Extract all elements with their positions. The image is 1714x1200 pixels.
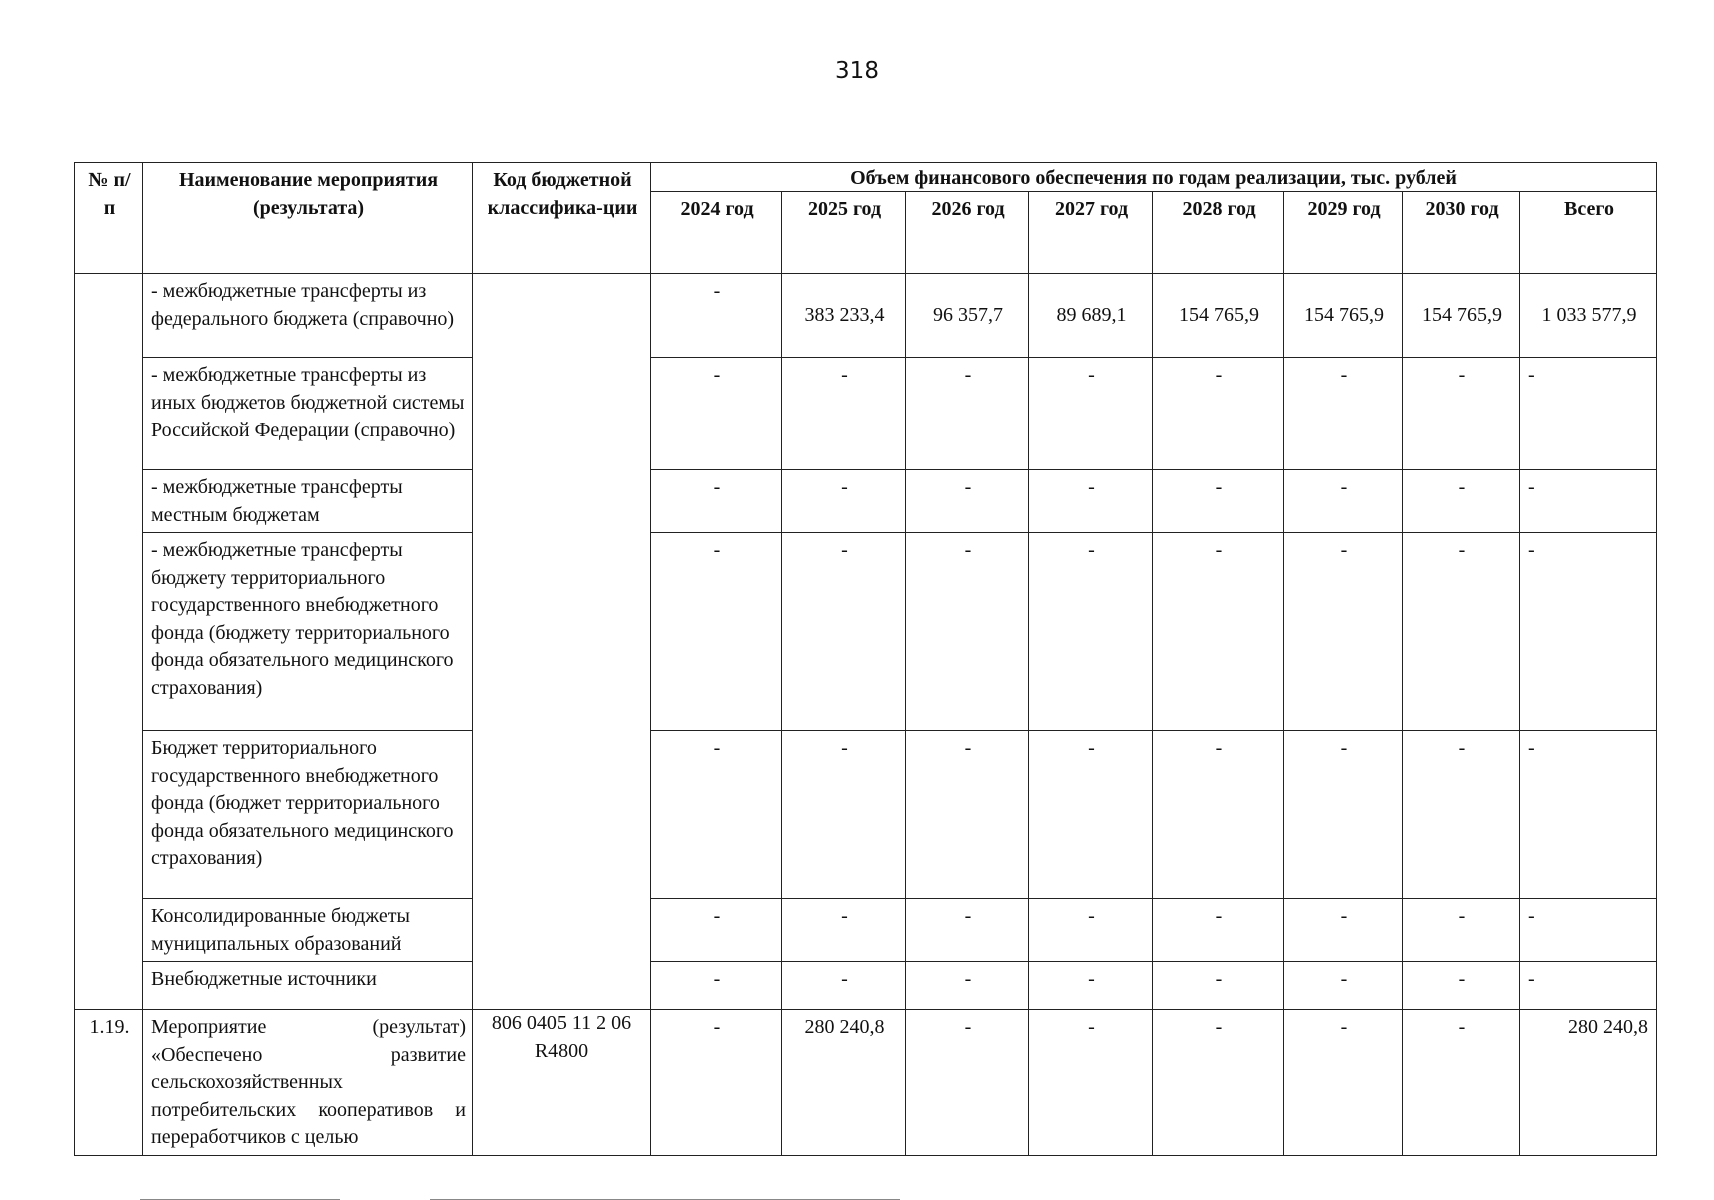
header-row-1 — [75, 163, 1657, 192]
row-name: - межбюджетные трансферты местным бюджетам — [143, 470, 473, 533]
row-name: - межбюджетные трансферты бюджету территориального государственного внебюджетного фонда (бюджету территориального фонда обязательного медицинского страхования) — [143, 533, 473, 731]
value-cell: - — [1153, 533, 1284, 731]
row-name: - межбюджетные трансферты из иных бюджетов бюджетной системы Российской Федерации (справочно) — [143, 358, 473, 470]
table-row — [75, 962, 1657, 1010]
value-cell: 96 357,7 — [906, 274, 1029, 358]
value-cell: - — [1284, 358, 1403, 470]
value-cell: - — [1029, 358, 1153, 470]
row-name: - межбюджетные трансферты из федерального бюджета (справочно) — [143, 274, 473, 358]
value-cell: 154 765,9 — [1403, 274, 1520, 358]
header-year: 2027 год — [1029, 192, 1153, 274]
table-row — [75, 470, 1657, 533]
value-cell: - — [1284, 962, 1403, 1010]
value-cell: - — [906, 962, 1029, 1010]
value-cell: - — [782, 731, 906, 899]
value-cell: - — [651, 731, 782, 899]
value-cell: - — [1029, 1010, 1153, 1156]
value-cell: - — [1403, 899, 1520, 962]
value-cell: - — [651, 358, 782, 470]
row-name: Внебюджетные источники — [143, 962, 473, 1010]
value-cell: - — [1403, 731, 1520, 899]
table-row — [75, 899, 1657, 962]
header-year: 2025 год — [782, 192, 906, 274]
value-cell: - — [1029, 533, 1153, 731]
value-cell-total: - — [1520, 962, 1657, 1010]
value-cell: 89 689,1 — [1029, 274, 1153, 358]
table-row — [75, 533, 1657, 731]
value-cell-total: 280 240,8 — [1520, 1010, 1657, 1156]
value-cell: - — [651, 962, 782, 1010]
header-funding-title: Объем финансового обеспечения по годам реализации, тыс. рублей — [651, 163, 1657, 192]
row-name: Бюджет территориального государственного внебюджетного фонда (бюджет территориального фонда обязательного медицинского страхования) — [143, 731, 473, 899]
row-name: Консолидированные бюджеты муниципальных образований — [143, 899, 473, 962]
table-row-measure — [75, 1010, 1657, 1156]
value-cell: - — [906, 533, 1029, 731]
value-cell: - — [1153, 962, 1284, 1010]
header-num: № п/п — [75, 163, 143, 274]
value-cell: - — [1029, 962, 1153, 1010]
table-row — [75, 358, 1657, 470]
value-cell-total: - — [1520, 533, 1657, 731]
value-cell: - — [651, 899, 782, 962]
row-num-cell — [75, 274, 143, 1010]
value-cell: - — [1284, 1010, 1403, 1156]
table-row — [75, 274, 1657, 358]
value-cell: - — [782, 962, 906, 1010]
value-cell: - — [1029, 470, 1153, 533]
value-cell: 154 765,9 — [1153, 274, 1284, 358]
value-cell: - — [1153, 358, 1284, 470]
value-cell: - — [782, 533, 906, 731]
header-year: 2028 год — [1153, 192, 1284, 274]
value-cell: - — [782, 899, 906, 962]
header-year: 2030 год — [1403, 192, 1520, 274]
header-name: Наименование мероприятия (результата) — [143, 163, 473, 274]
value-cell: 280 240,8 — [782, 1010, 906, 1156]
value-cell: - — [906, 899, 1029, 962]
value-cell: - — [782, 358, 906, 470]
measure-name: Мероприятие (результат) «Обеспечено развитие сельскохозяйственных потребительских кооперативов и переработчиков с целью — [143, 1010, 473, 1156]
value-cell: - — [1153, 899, 1284, 962]
value-cell: - — [1403, 533, 1520, 731]
value-cell: - — [1153, 470, 1284, 533]
value-cell: - — [1284, 470, 1403, 533]
budget-table — [74, 162, 1657, 1156]
value-cell-total: - — [1520, 899, 1657, 962]
value-cell: - — [1153, 731, 1284, 899]
value-cell: - — [651, 533, 782, 731]
measure-code: 806 0405 11 2 06 R4800 — [473, 1010, 651, 1156]
value-cell: - — [1284, 731, 1403, 899]
value-cell: - — [782, 470, 906, 533]
measure-num: 1.19. — [75, 1010, 143, 1156]
header-year: 2024 год — [651, 192, 782, 274]
header-year: 2029 год — [1284, 192, 1403, 274]
value-cell: - — [1403, 962, 1520, 1010]
page-number: 318 — [835, 58, 879, 84]
value-cell-total: 1 033 577,9 — [1520, 274, 1657, 358]
value-cell-total: - — [1520, 470, 1657, 533]
value-cell: - — [906, 1010, 1029, 1156]
value-cell: 383 233,4 — [782, 274, 906, 358]
value-cell: - — [1284, 899, 1403, 962]
value-cell: - — [1403, 358, 1520, 470]
value-cell: - — [1153, 1010, 1284, 1156]
value-cell-total: - — [1520, 731, 1657, 899]
header-code: Код бюджетной классифика-ции — [473, 163, 651, 274]
value-cell: - — [651, 470, 782, 533]
value-cell: - — [651, 1010, 782, 1156]
value-cell: - — [651, 274, 782, 358]
value-cell-total: - — [1520, 358, 1657, 470]
header-total: Всего — [1520, 192, 1657, 274]
value-cell: - — [906, 731, 1029, 899]
value-cell: 154 765,9 — [1284, 274, 1403, 358]
header-year: 2026 год — [906, 192, 1029, 274]
value-cell: - — [906, 358, 1029, 470]
value-cell: - — [1284, 533, 1403, 731]
value-cell: - — [1403, 470, 1520, 533]
row-code-cell — [473, 274, 651, 1010]
value-cell: - — [906, 470, 1029, 533]
table-row — [75, 731, 1657, 899]
value-cell: - — [1029, 731, 1153, 899]
value-cell: - — [1403, 1010, 1520, 1156]
value-cell: - — [1029, 899, 1153, 962]
